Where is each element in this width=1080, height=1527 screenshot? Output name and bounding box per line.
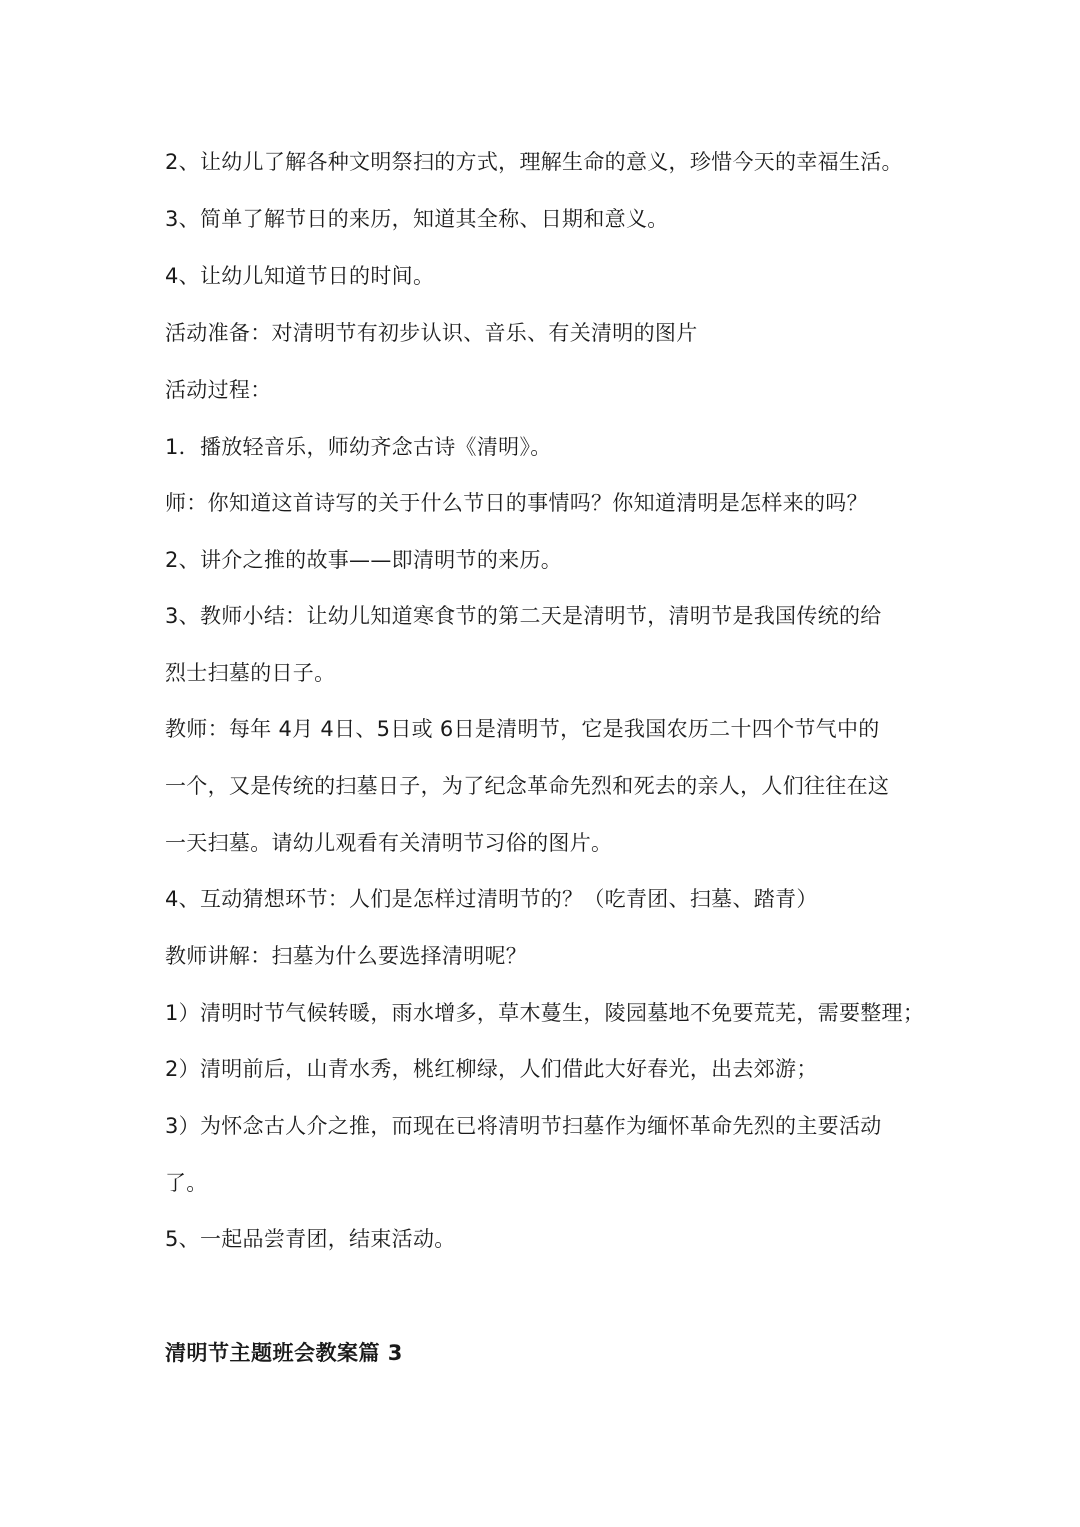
text-line: 1）清明时节气候转暖，雨水增多，草木蔓生，陵园墓地不免要荒芜，需要整理； [165, 1001, 925, 1025]
text-line: 一个，又是传统的扫墓日子，为了纪念革命先烈和死去的亲人，人们往往在这 [165, 774, 890, 798]
text-line: 2、讲介之推的故事——即清明节的来历。 [165, 548, 563, 572]
text-line: 5、一起品尝青团，结束活动。 [165, 1227, 456, 1251]
text-line: 1．播放轻音乐，师幼齐念古诗《清明》。 [165, 435, 552, 459]
text-line: 2、让幼儿了解各种文明祭扫的方式，理解生命的意义，珍惜今天的幸福生活。 [165, 150, 903, 174]
text-line: 活动准备：对清明节有初步认识、音乐、有关清明的图片 [165, 321, 698, 345]
text-line: 2）清明前后，山青水秀，桃红柳绿，人们借此大好春光，出去郊游； [165, 1057, 818, 1081]
text-line: 4、让幼儿知道节日的时间。 [165, 264, 435, 288]
text-line: 3）为怀念古人介之推，而现在已将清明节扫墓作为缅怀革命先烈的主要活动 [165, 1114, 882, 1138]
text-line: 教师：每年 4月 4日、5日或 6日是清明节，它是我国农历二十四个节气中的 [165, 717, 880, 741]
text-line: 教师讲解：扫墓为什么要选择清明呢？ [165, 944, 528, 968]
text-line: 师：你知道这首诗写的关于什么节日的事情吗？你知道清明是怎样来的吗？ [165, 491, 868, 515]
text-line: 烈士扫墓的日子。 [165, 661, 336, 685]
section-heading: 清明节主题班会教案篇 3 [165, 1341, 403, 1365]
text-line: 一天扫墓。请幼儿观看有关清明节习俗的图片。 [165, 831, 613, 855]
text-line: 了。 [165, 1171, 208, 1195]
text-line: 3、简单了解节日的来历，知道其全称、日期和意义。 [165, 207, 669, 231]
text-line: 4、互动猜想环节：人们是怎样过清明节的？（吃青团、扫墓、踏青） [165, 887, 818, 911]
text-line: 3、教师小结：让幼儿知道寒食节的第二天是清明节，清明节是我国传统的给 [165, 604, 882, 628]
text-line: 活动过程： [165, 378, 272, 402]
